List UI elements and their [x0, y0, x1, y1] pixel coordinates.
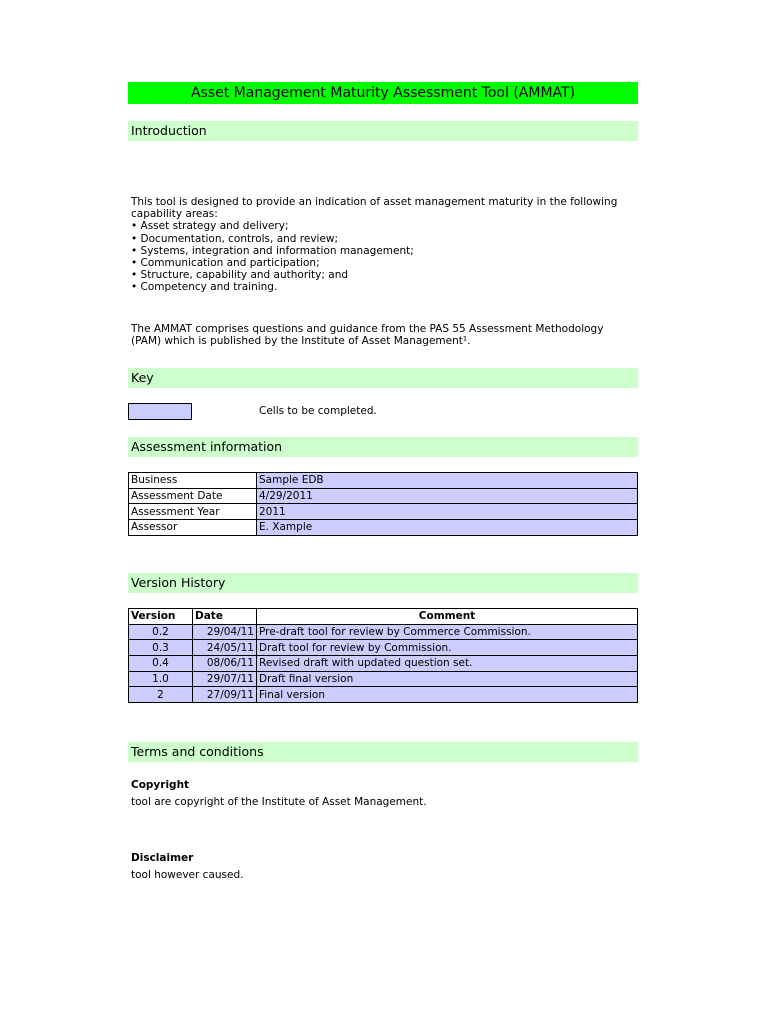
version-cell[interactable]: 0.2 — [129, 624, 193, 640]
comment-cell[interactable]: Draft tool for review by Commission. — [257, 640, 638, 656]
section-version-history: Version History — [128, 573, 638, 593]
intro-bullet: • Documentation, controls, and review; — [131, 232, 339, 245]
date-cell[interactable]: 24/05/11 — [193, 640, 257, 656]
intro-bullet: • Systems, integration and information management; — [131, 244, 414, 257]
date-cell[interactable]: 08/06/11 — [193, 656, 257, 672]
date-cell[interactable]: 29/04/11 — [193, 624, 257, 640]
table-row — [129, 656, 638, 672]
column-header-comment: Comment — [257, 609, 638, 625]
section-terms-and-conditions: Terms and conditions — [128, 742, 638, 762]
intro-paragraph — [131, 196, 631, 294]
page-title: Asset Management Maturity Assessment Tool (AMMAT) — [128, 82, 638, 104]
version-cell[interactable]: 2 — [129, 687, 193, 703]
intro-bullet: • Communication and participation; — [131, 257, 320, 270]
column-header-version: Version — [129, 609, 193, 625]
disclaimer-heading: Disclaimer — [131, 852, 194, 864]
comment-cell[interactable]: Final version — [257, 687, 638, 703]
section-key: Key — [128, 368, 638, 388]
comment-cell[interactable]: Pre-draft tool for review by Commerce Commission. — [257, 624, 638, 640]
version-cell[interactable]: 1.0 — [129, 671, 193, 687]
table-row — [129, 624, 638, 640]
key-swatch — [128, 403, 192, 420]
table-cell-label: Business — [129, 473, 257, 489]
table-row — [129, 488, 638, 504]
comment-cell[interactable]: Revised draft with updated question set. — [257, 656, 638, 672]
intro-bullet: • Asset strategy and delivery; — [131, 220, 289, 233]
version-cell[interactable]: 0.3 — [129, 640, 193, 656]
column-header-date: Date — [193, 609, 257, 625]
table-row — [129, 473, 638, 489]
table-cell-label: Assessor — [129, 520, 257, 536]
table-row — [129, 504, 638, 520]
table-row — [129, 520, 638, 536]
version-history-table — [128, 608, 638, 703]
comment-cell[interactable]: Draft final version — [257, 671, 638, 687]
date-cell[interactable]: 29/07/11 — [193, 671, 257, 687]
ammat-line: (PAM) which is published by the Institute of Asset Management¹. — [131, 335, 471, 348]
table-row — [129, 687, 638, 703]
table-row — [129, 640, 638, 656]
table-header-row — [129, 609, 638, 625]
section-assessment-information: Assessment information — [128, 437, 638, 457]
copyright-heading: Copyright — [131, 779, 190, 791]
intro-line: This tool is designed to provide an indication of asset management maturity in the following — [131, 196, 618, 208]
intro-bullet: • Competency and training. — [131, 281, 278, 294]
section-introduction: Introduction — [128, 121, 638, 141]
assessment-table — [128, 472, 638, 536]
table-cell-label: Assessment Year — [129, 504, 257, 520]
version-cell[interactable]: 0.4 — [129, 656, 193, 672]
date-cell[interactable]: 27/09/11 — [193, 687, 257, 703]
ammat-paragraph — [131, 323, 631, 347]
key-label: Cells to be completed. — [259, 405, 377, 417]
intro-bullet: • Structure, capability and authority; and — [131, 269, 349, 282]
ammat-line: The AMMAT comprises questions and guidance from the PAS 55 Assessment Methodology — [131, 323, 604, 335]
table-cell-label: Assessment Date — [129, 488, 257, 504]
disclaimer-text: tool however caused. — [131, 869, 244, 881]
assessor-input[interactable]: E. Xample — [257, 520, 638, 536]
intro-line: capability areas: — [131, 208, 218, 221]
copyright-text: tool are copyright of the Institute of Asset Management. — [131, 796, 427, 808]
assessment-date-input[interactable]: 4/29/2011 — [257, 488, 638, 504]
assessment-year-input[interactable]: 2011 — [257, 504, 638, 520]
table-row — [129, 671, 638, 687]
business-input[interactable]: Sample EDB — [257, 473, 638, 489]
